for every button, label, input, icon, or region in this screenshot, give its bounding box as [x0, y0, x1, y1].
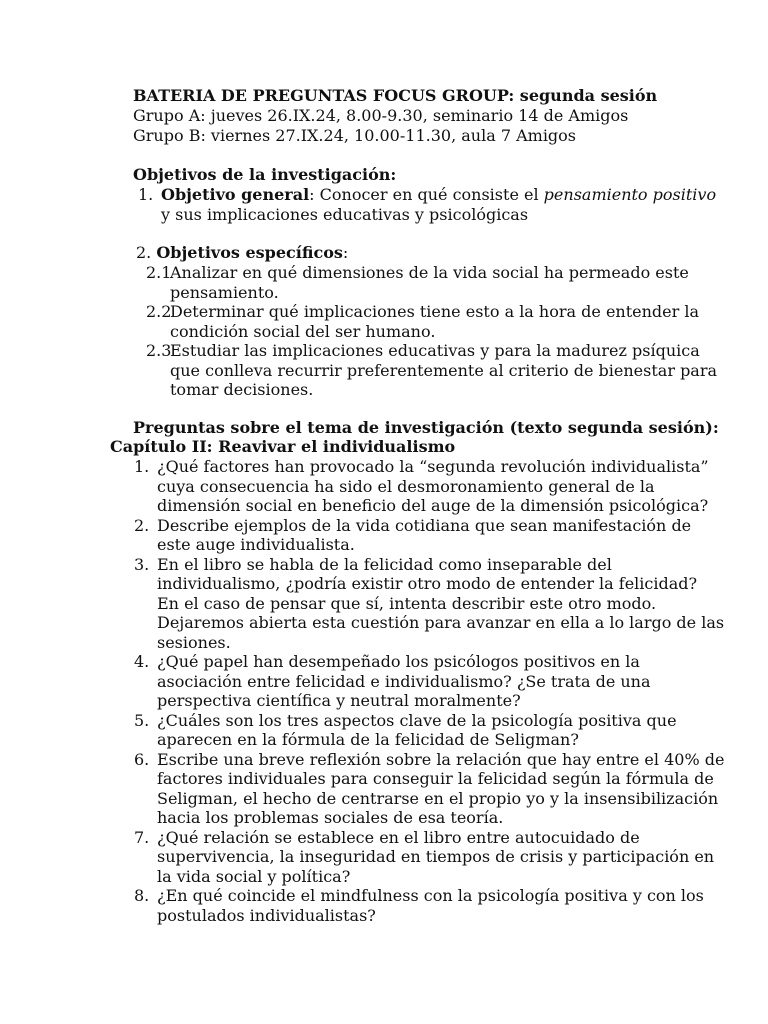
question-line: En el libro se habla de la felicidad como inseparable del	[157, 555, 612, 574]
question-line: individualismo, ¿podría existir otro modo de entender la felicidad?	[157, 574, 698, 593]
preguntas-heading: Preguntas sobre el tema de investigación (texto segunda sesión):	[133, 418, 719, 437]
question-number: 5.	[134, 711, 150, 730]
especifico-line: tomar decisiones.	[170, 380, 314, 399]
question-line: factores individuales para conseguir la felicidad según la fórmula de	[157, 769, 714, 788]
question-line: sesiones.	[157, 633, 231, 652]
question-number: 6.	[134, 750, 150, 769]
especifico-line: pensamiento.	[170, 283, 279, 302]
question-line: aparecen en la fórmula de la felicidad de Seligman?	[157, 730, 579, 749]
question-line: postulados individualistas?	[157, 906, 376, 925]
question-line: ¿Cuáles son los tres aspectos clave de la psicología positiva que	[157, 711, 677, 730]
question-line: hacia los problemas sociales de esa teoría.	[157, 808, 504, 827]
question-number: 1.	[134, 457, 150, 476]
especifico-line: Analizar en qué dimensiones de la vida social ha permeado este	[170, 263, 689, 282]
especifico-line: Determinar qué implicaciones tiene esto a la hora de entender la	[170, 302, 700, 321]
objetivo-general-italic: pensamiento positivo	[543, 185, 717, 204]
objetivo-general-text: : Conocer en qué consiste el	[309, 185, 544, 204]
question-number: 2.	[134, 516, 150, 535]
objetivo-general-line2: y sus implicaciones educativas y psicológicas	[161, 205, 529, 224]
document-title: BATERIA DE PREGUNTAS FOCUS GROUP: segunda sesión	[133, 86, 658, 105]
grupo-a-line: Grupo A: jueves 26.IX.24, 8.00-9.30, seminario 14 de Amigos	[133, 106, 629, 125]
question-line: este auge individualista.	[157, 535, 355, 554]
question-line: ¿Qué factores han provocado la “segunda revolución individualista”	[157, 457, 709, 476]
objetivos-especificos-line	[136, 243, 348, 263]
question-line: cuya consecuencia ha sido el desmoronamiento general de la	[157, 477, 655, 496]
question-number: 4.	[134, 652, 150, 671]
question-line: Dejaremos abierta esta cuestión para avanzar en ella a lo largo de las	[157, 613, 725, 632]
especifico-line: condición social del ser humano.	[170, 322, 436, 341]
question-number: 8.	[134, 886, 150, 905]
grupo-b-line: Grupo B: viernes 27.IX.24, 10.00-11.30, aula 7 Amigos	[133, 126, 577, 145]
question-line: ¿En qué coincide el mindfulness con la psicología positiva y con los	[157, 886, 704, 905]
question-line: Seligman, el hecho de centrarse en el propio yo y la insensibilización	[157, 789, 719, 808]
question-line: asociación entre felicidad e individualismo? ¿Se trata de una	[157, 672, 651, 691]
question-line: perspectiva científica y neutral moralmente?	[157, 691, 521, 710]
objetivos-especificos-number: 2.	[136, 243, 152, 262]
question-line: dimensión social en beneficio del auge de la dimensión psicológica?	[157, 496, 709, 515]
question-line: ¿Qué relación se establece en el libro entre autocuidado de	[157, 828, 640, 847]
especifico-number: 2.3	[146, 341, 172, 360]
objetivos-heading: Objetivos de la investigación:	[133, 165, 397, 184]
question-line: supervivencia, la inseguridad en tiempos de crisis y participación en	[157, 847, 715, 866]
question-line: Describe ejemplos de la vida cotidiana que sean manifestación de	[157, 516, 692, 535]
objetivo-general-number: 1.	[138, 185, 154, 204]
especifico-line: que conlleva recurrir preferentemente al criterio de bienestar para	[170, 361, 718, 380]
question-line: En el caso de pensar que sí, intenta describir este otro modo.	[157, 594, 657, 613]
question-number: 3.	[134, 555, 150, 574]
especifico-number: 2.2	[146, 302, 172, 321]
especifico-line: Estudiar las implicaciones educativas y para la madurez psíquica	[170, 341, 700, 360]
objetivos-especificos-colon: :	[342, 243, 349, 262]
objetivos-especificos-label: Objetivos específicos	[156, 243, 343, 262]
question-number: 7.	[134, 828, 150, 847]
objetivo-general-label: Objetivo general	[161, 185, 310, 204]
especifico-number: 2.1	[146, 263, 172, 282]
objetivo-general-line	[161, 185, 717, 205]
chapter-heading: Capítulo II: Reavivar el individualismo	[110, 437, 456, 456]
question-line: la vida social y política?	[157, 867, 351, 886]
question-line: Escribe una breve reflexión sobre la relación que hay entre el 40% de	[157, 750, 725, 769]
question-line: ¿Qué papel han desempeñado los psicólogos positivos en la	[157, 652, 640, 671]
